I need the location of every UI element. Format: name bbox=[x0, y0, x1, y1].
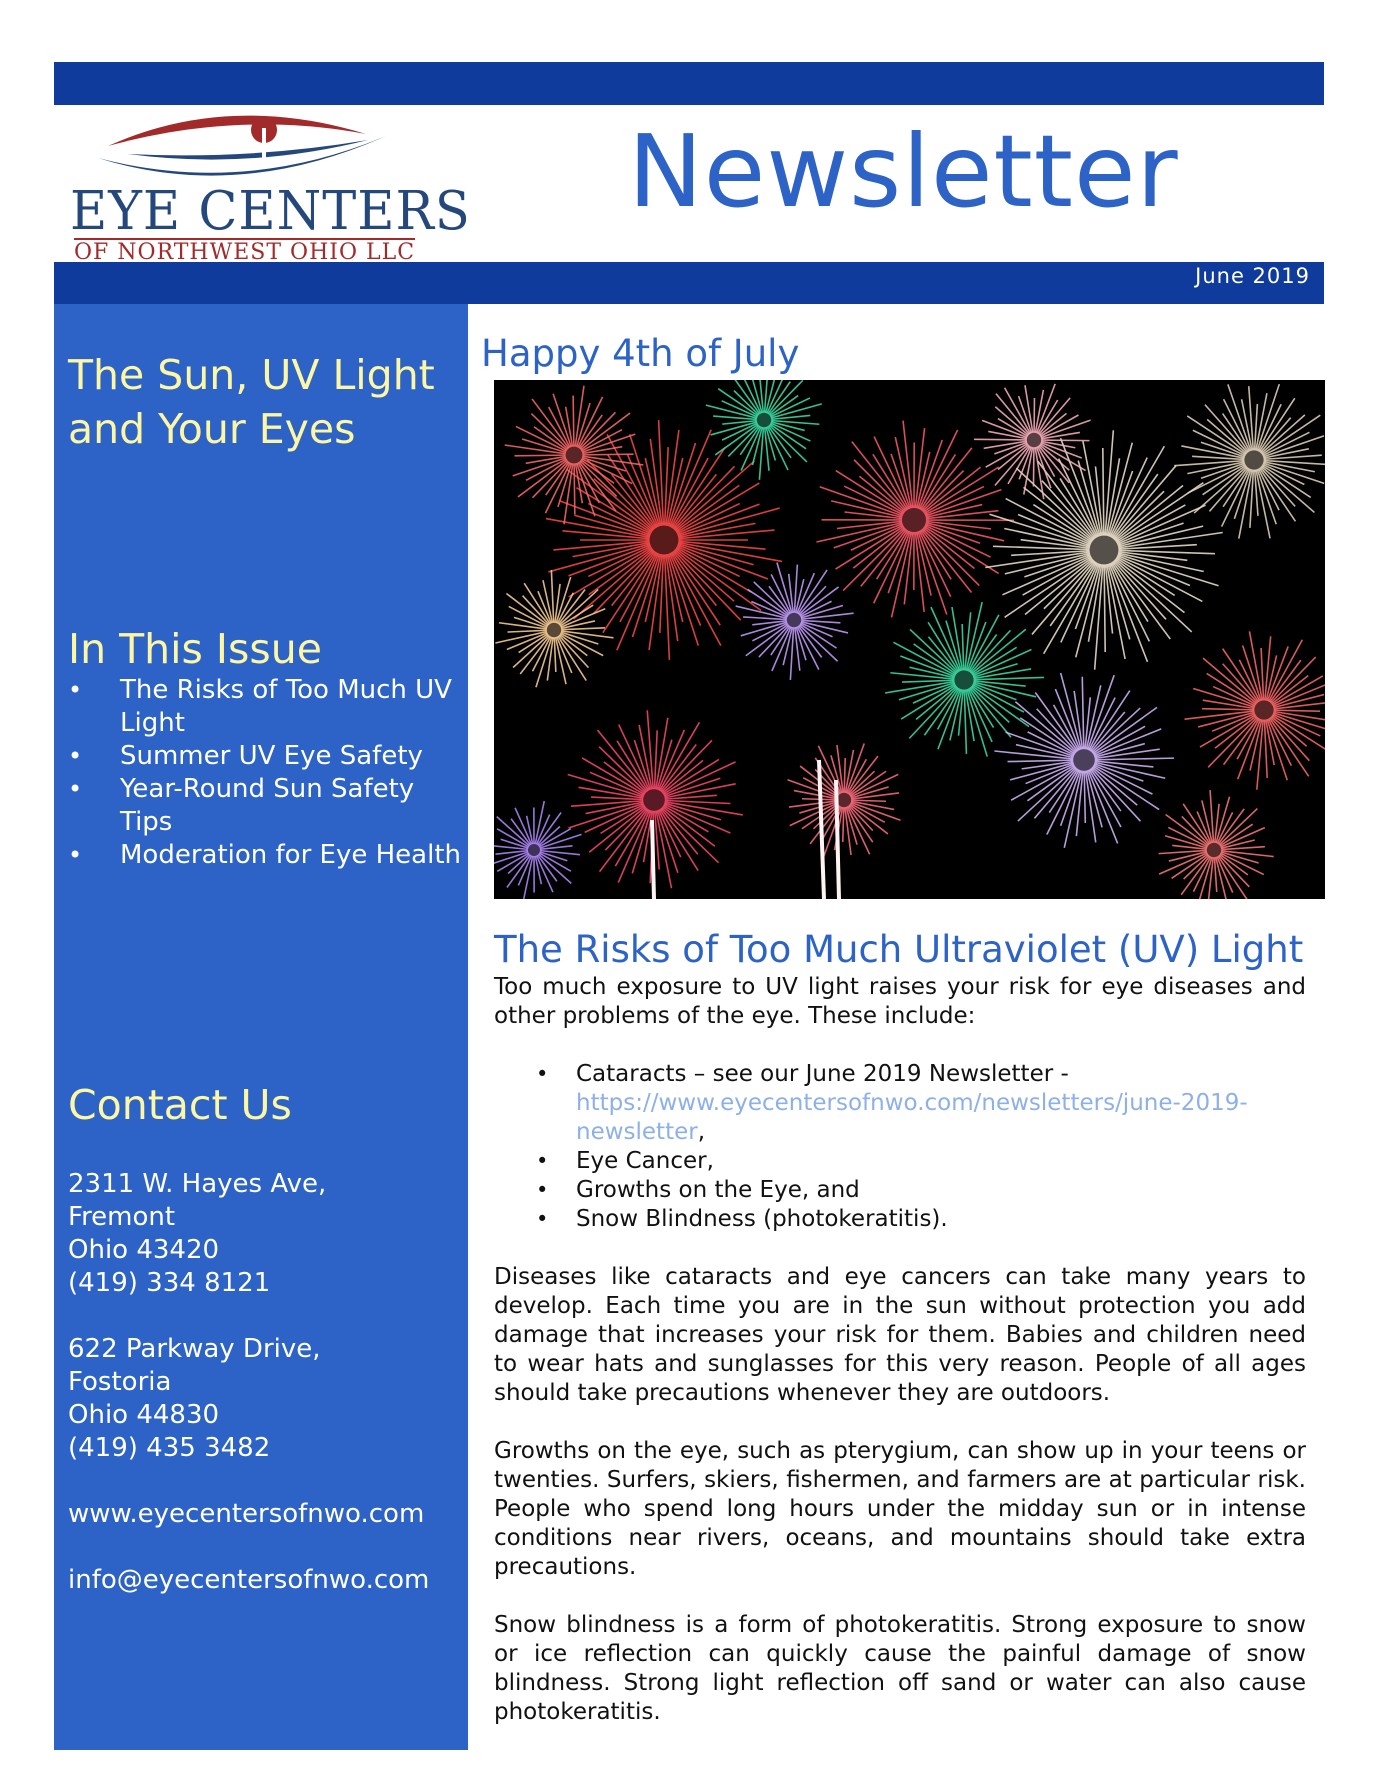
risk-item: • Eye Cancer, bbox=[536, 1147, 1306, 1176]
article-intro: Too much exposure to UV light raises your risk for eye diseases and other problems of the eye. These include: bbox=[494, 974, 1306, 1029]
website bbox=[68, 1498, 463, 1531]
firework-burst bbox=[1185, 631, 1325, 789]
office-phone: (419) 435 3482 bbox=[68, 1433, 271, 1463]
date-bar bbox=[54, 262, 1324, 304]
firework-burst bbox=[494, 801, 582, 899]
risk-item: • Growths on the Eye, and bbox=[536, 1176, 1306, 1205]
holiday-heading: Happy 4th of July bbox=[481, 332, 800, 375]
in-this-issue-heading: In This Issue bbox=[68, 625, 322, 673]
feature-title: The Sun, UV Light and Your Eyes bbox=[68, 351, 435, 453]
sidebar bbox=[54, 304, 468, 1750]
newsletter-link[interactable]: https://www.eyecentersofnwo.com/newsletters/june-2019-newsletter bbox=[576, 1090, 1248, 1145]
office-city: Fostoria bbox=[68, 1367, 172, 1397]
article-paragraph: Growths on the eye, such as pterygium, can show up in your teens or twenties. Surfers, skiers, fishermen, and farmers are at particular risk. People who spend long hours under the midday sun or in intense conditions near rivers, oceans, and mountains should take extra precautions. bbox=[494, 1438, 1306, 1580]
article-paragraph: Diseases like cataracts and eye cancers can take many years to develop. Each time you are in the sun without protection you add damage that increases your risk for them. Babies and children need to wear hats and sunglasses for this very reason. People of all ages should take precautions whenever they are outdoors. bbox=[494, 1264, 1306, 1406]
fireworks-illustration bbox=[494, 380, 1325, 899]
office-phone: (419) 334 8121 bbox=[68, 1268, 271, 1298]
office-fremont bbox=[68, 1168, 463, 1300]
issue-list bbox=[68, 674, 463, 872]
firework-trail bbox=[652, 820, 654, 899]
office-state-zip: Ohio 43420 bbox=[68, 1235, 220, 1265]
company-logo bbox=[68, 100, 471, 262]
header-top-bar bbox=[54, 62, 1324, 105]
article-body bbox=[494, 973, 1306, 1756]
risk-list bbox=[494, 1060, 1306, 1234]
office-state-zip: Ohio 44830 bbox=[68, 1400, 220, 1430]
firework-burst bbox=[568, 710, 743, 888]
firework-trail bbox=[819, 760, 824, 899]
issue-item: • Year-Round Sun Safety Tips bbox=[68, 773, 463, 839]
firework-burst bbox=[1159, 790, 1274, 899]
office-city: Fremont bbox=[68, 1202, 176, 1232]
firework-burst bbox=[885, 602, 1044, 756]
cataracts-tail: , bbox=[697, 1119, 706, 1145]
issue-item: • Moderation for Eye Health bbox=[68, 839, 463, 872]
firework-burst bbox=[788, 744, 901, 857]
contact-info bbox=[68, 1168, 463, 1630]
fireworks-image bbox=[494, 380, 1325, 899]
article-paragraph: Snow blindness is a form of photokeratitis. Strong exposure to snow or ice reflection can quickly cause the painful damage of snow blindness. Strong light reflection off sand or water can also cause photokeratitis. bbox=[494, 1612, 1306, 1725]
issue-item: • Summer UV Eye Safety bbox=[68, 740, 463, 773]
office-street: 2311 W. Hayes Ave, bbox=[68, 1169, 327, 1199]
website-link[interactable]: www.eyecentersofnwo.com bbox=[68, 1499, 425, 1529]
firework-burst bbox=[495, 570, 613, 687]
firework-burst bbox=[974, 384, 1091, 499]
issue-date: June 2019 bbox=[1195, 264, 1310, 288]
newsletter-title: Newsletter bbox=[628, 113, 1179, 230]
office-street: 622 Parkway Drive, bbox=[68, 1334, 321, 1364]
article-title: The Risks of Too Much Ultraviolet (UV) Light bbox=[494, 928, 1304, 971]
risk-item: • Snow Blindness (photokeratitis). bbox=[536, 1205, 1306, 1234]
firework-burst bbox=[816, 421, 1014, 618]
issue-item: • The Risks of Too Much UV Light bbox=[68, 674, 463, 740]
eye-logo-icon bbox=[68, 100, 468, 190]
logo-subtitle: OF NORTHWEST OHIO LLC bbox=[74, 240, 416, 262]
firework-burst bbox=[994, 673, 1174, 848]
email bbox=[68, 1564, 463, 1597]
firework-burst bbox=[706, 380, 822, 480]
cataracts-text: Cataracts – see our June 2019 Newsletter - bbox=[576, 1061, 1069, 1087]
risk-item-cataracts bbox=[536, 1060, 1306, 1147]
firework-burst bbox=[736, 562, 854, 679]
email-link[interactable]: info@eyecentersofnwo.com bbox=[68, 1565, 430, 1595]
firework-burst bbox=[1174, 384, 1325, 538]
logo-wordmark: EYE CENTERS bbox=[70, 180, 471, 243]
office-fostoria bbox=[68, 1333, 463, 1465]
contact-heading: Contact Us bbox=[68, 1081, 292, 1129]
